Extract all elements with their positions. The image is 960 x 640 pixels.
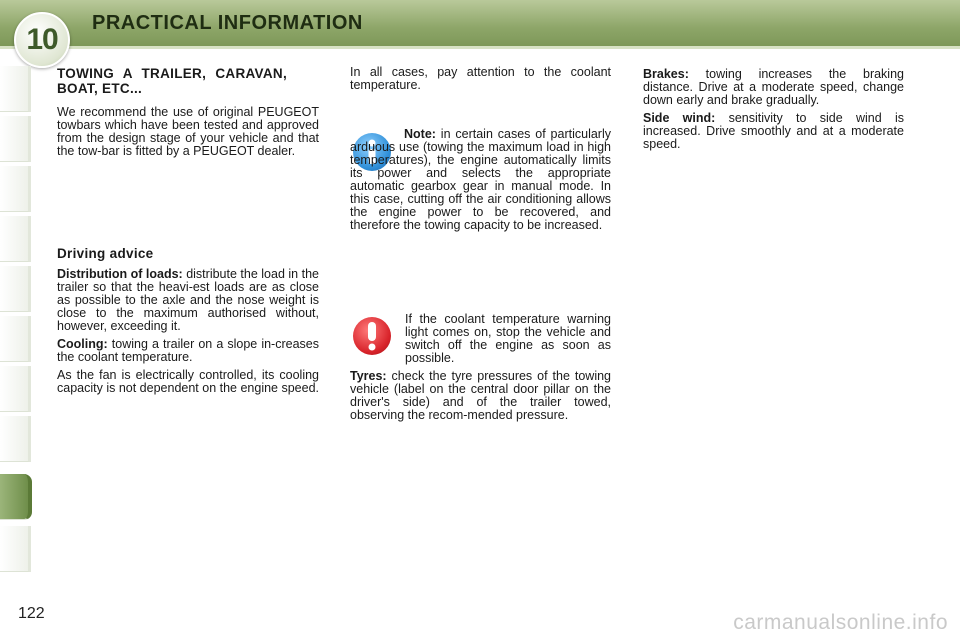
distribution-paragraph <box>57 268 319 333</box>
chapter-number: 10 <box>26 23 58 56</box>
middle-column-intro <box>350 66 611 97</box>
note-block <box>350 128 611 237</box>
chapter-tab[interactable] <box>0 316 31 362</box>
chapter-tab[interactable] <box>0 366 31 412</box>
chapter-tab[interactable] <box>0 66 31 112</box>
chapter-tab[interactable] <box>0 216 31 262</box>
tyres-label: Tyres: <box>350 369 387 383</box>
tyres-block <box>350 370 611 427</box>
chapter-tab[interactable] <box>0 166 31 212</box>
brakes-label: Brakes: <box>643 67 689 81</box>
warning-block <box>405 313 611 370</box>
tyres-paragraph <box>350 370 611 422</box>
header-divider <box>0 46 960 49</box>
note-text: in certain cases of particularly arduous use (towing the maximum load in high temperatures), the engine automatically limits its power and selects the appropriate automatic gearbox gear in manual mode. In this case, cutting off the air conditioning allows the engine power to be recovered, and therefore the towing capacity to be increased. <box>350 127 611 232</box>
warning-paragraph: If the coolant temperature warning light comes on, stop the vehicle and switch off the engine as soon as possible. <box>405 312 611 365</box>
brakes-text: towing increases the braking distance. Drive at a moderate speed, change down early and brake gradually. <box>643 67 904 107</box>
chapter-tab[interactable] <box>0 116 31 162</box>
tyres-text: check the tyre pressures of the towing vehicle (label on the central door pillar on the driver's side) and of the trailer towed, observing the recom-mended pressure. <box>350 369 611 422</box>
side-wind-text: sensitivity to side wind is increased. Drive smoothly and at a moderate speed. <box>643 111 904 151</box>
cooling-label: Cooling: <box>57 337 108 351</box>
exclamation-icon <box>353 317 391 355</box>
page-number: 122 <box>18 605 45 622</box>
brakes-paragraph <box>643 68 904 107</box>
intro-paragraph: We recommend the use of original PEUGEOT towbars which have been tested and approved from the design stage of your vehicle and that the tow-bar is fitted by a PEUGEOT dealer. <box>57 105 319 158</box>
fan-paragraph: As the fan is electrically controlled, its cooling capacity is not dependent on the engine speed. <box>57 368 320 395</box>
page-title: PRACTICAL INFORMATION <box>92 12 363 34</box>
right-column <box>643 68 904 156</box>
chapter-badge <box>14 12 70 68</box>
note-paragraph <box>350 128 611 232</box>
chapter-tab[interactable] <box>0 266 31 312</box>
cooling-paragraph <box>57 338 319 364</box>
section-heading: TOWING A TRAILER, CARAVAN, BOAT, ETC... <box>57 66 287 96</box>
left-column <box>57 66 319 163</box>
note-label: Note: <box>404 127 436 141</box>
subsection-heading: Driving advice <box>57 246 154 261</box>
distribution-text: distribute the load in the trailer so that the heavi-est loads are as close as possible to the axle and the nose weight is close to the maximum authorised without, however, exceeding it. <box>57 267 319 333</box>
chapter-tab[interactable] <box>0 526 31 572</box>
cooling-text: towing a trailer on a slope in-creases the coolant temperature. <box>57 337 319 364</box>
side-wind-label: Side wind: <box>643 111 716 125</box>
distribution-label: Distribution of loads: <box>57 267 183 281</box>
coolant-intro: In all cases, pay attention to the coolant temperature. <box>350 65 611 92</box>
chapter-tab-active[interactable] <box>0 474 32 520</box>
watermark: carmanualsonline.info <box>733 611 948 634</box>
chapter-tabs <box>0 66 32 576</box>
chapter-tab[interactable] <box>0 416 31 462</box>
driving-advice-section <box>57 246 319 400</box>
side-wind-paragraph <box>643 112 904 151</box>
